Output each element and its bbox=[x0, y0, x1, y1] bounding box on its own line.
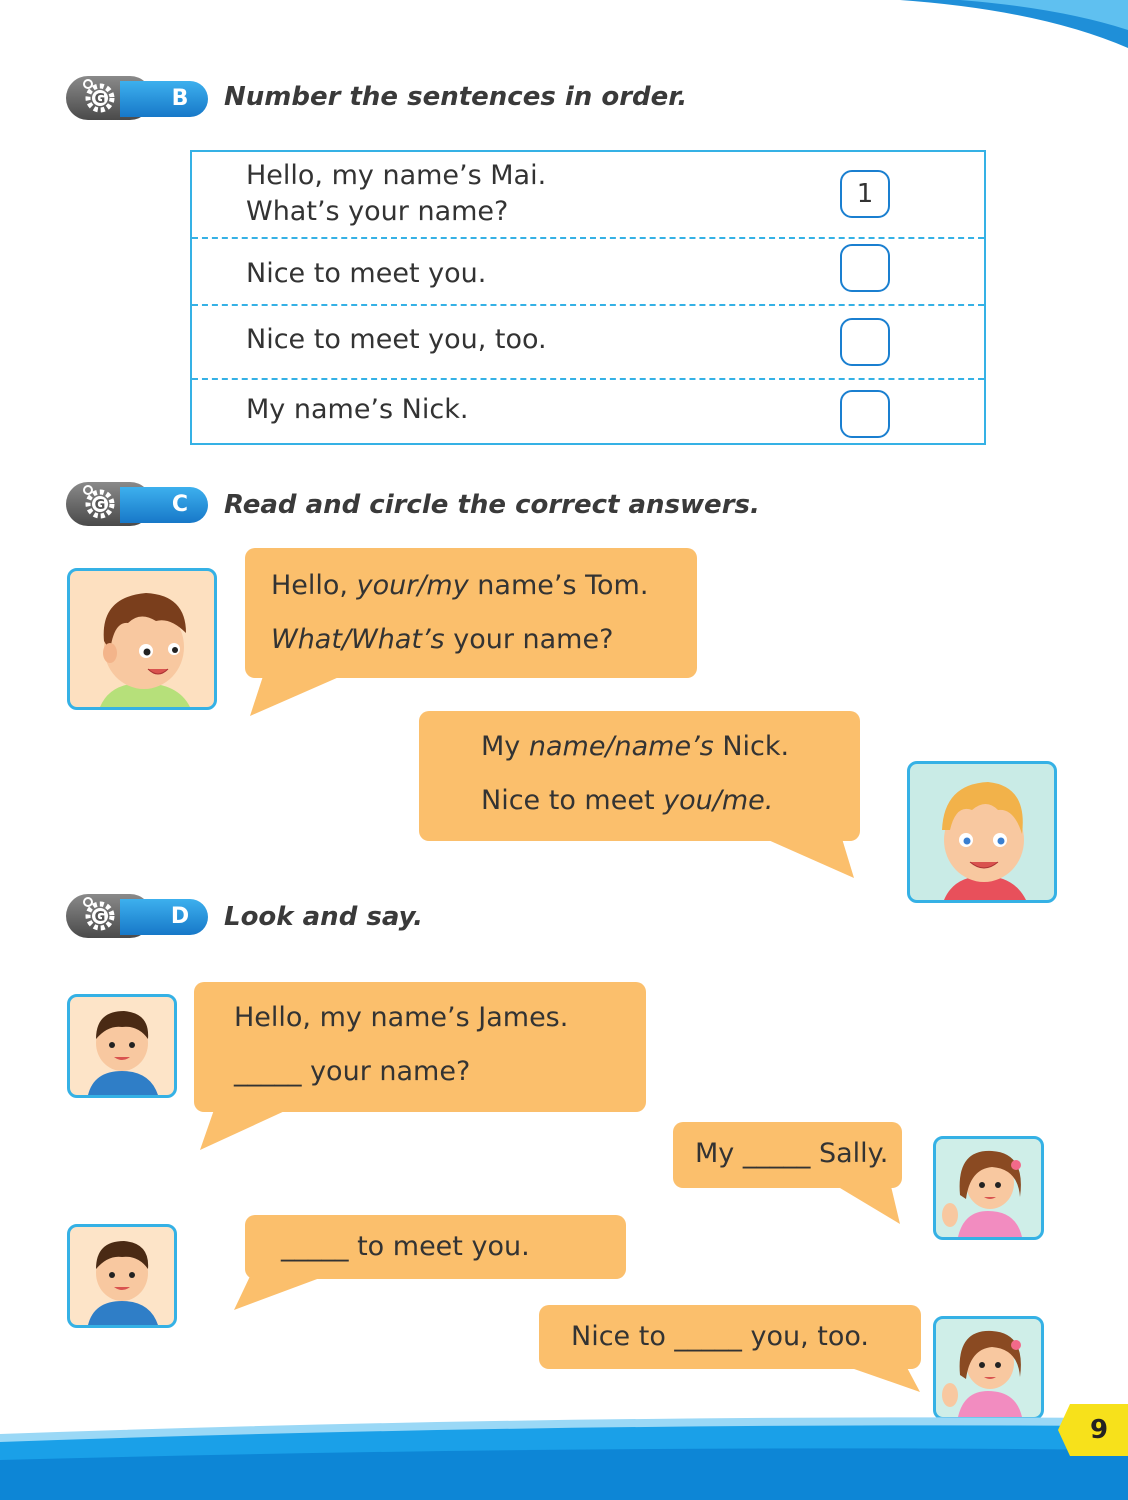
avatar-sally bbox=[933, 1136, 1044, 1240]
gear-icon bbox=[80, 896, 120, 936]
answer-options[interactable]: you/me. bbox=[663, 785, 774, 816]
bubble-line: Nice to meet you/me. bbox=[481, 785, 774, 816]
page-number: 9 bbox=[1089, 1415, 1109, 1445]
footer-decoration bbox=[0, 1400, 1128, 1500]
boy-illustration bbox=[910, 764, 1054, 900]
speech-bubble-sally-2 bbox=[539, 1305, 921, 1369]
order-number-box[interactable] bbox=[840, 318, 890, 366]
order-row bbox=[192, 304, 984, 378]
section-d-letter: D bbox=[170, 904, 190, 929]
fill-in-line[interactable]: _____ your name? bbox=[234, 1056, 471, 1087]
gear-icon bbox=[80, 484, 120, 524]
speech-bubble-nick bbox=[419, 711, 860, 841]
speech-bubble-james-2 bbox=[245, 1215, 626, 1279]
section-b-instruction: Number the sentences in order. bbox=[224, 82, 688, 112]
section-b-letter: B bbox=[171, 86, 189, 111]
bubble-line: Hello, your/my name’s Tom. bbox=[271, 570, 649, 601]
order-sentence: Nice to meet you, too. bbox=[246, 324, 547, 355]
order-sentence: My name’s Nick. bbox=[246, 394, 469, 425]
bubble-line: What/What’s your name? bbox=[271, 624, 614, 655]
svg-text:G: G bbox=[94, 498, 106, 513]
section-c-instruction: Read and circle the correct answers. bbox=[224, 490, 760, 520]
speech-bubble-tom bbox=[245, 548, 697, 678]
section-c-badge bbox=[66, 479, 210, 529]
bubble-line: Hello, my name’s James. bbox=[234, 1002, 569, 1033]
order-row bbox=[192, 152, 984, 238]
avatar-nick bbox=[907, 761, 1057, 903]
order-row bbox=[192, 238, 984, 304]
order-sentence: Hello, my name’s Mai. What’s your name? bbox=[246, 160, 547, 227]
order-number-box[interactable] bbox=[840, 244, 890, 292]
ordering-table bbox=[190, 150, 986, 445]
bubble-line: My name/name’s Nick. bbox=[481, 731, 790, 762]
avatar-james bbox=[67, 1224, 177, 1328]
svg-text:G: G bbox=[94, 92, 106, 107]
answer-options[interactable]: What/What’s bbox=[271, 624, 445, 655]
answer-options[interactable]: name/name’s bbox=[528, 731, 714, 762]
speech-tail bbox=[830, 1182, 904, 1228]
svg-text:G: G bbox=[94, 910, 106, 925]
girl-illustration bbox=[936, 1139, 1041, 1237]
section-b-badge bbox=[66, 73, 210, 123]
top-decoration bbox=[0, 0, 1128, 60]
avatar-tom bbox=[67, 568, 217, 710]
avatar-james bbox=[67, 994, 177, 1098]
order-number-box[interactable] bbox=[840, 390, 890, 438]
section-d-instruction: Look and say. bbox=[224, 902, 424, 932]
section-d-badge bbox=[66, 891, 210, 941]
boy-illustration bbox=[70, 997, 174, 1095]
order-sentence: Nice to meet you. bbox=[246, 258, 487, 289]
speech-bubble-sally-1 bbox=[673, 1122, 902, 1188]
fill-in-line[interactable]: My _____ Sally. bbox=[695, 1138, 889, 1169]
boy-illustration bbox=[70, 1227, 174, 1325]
boy-illustration bbox=[70, 571, 214, 707]
order-number-box[interactable]: 1 bbox=[840, 170, 890, 218]
answer-options[interactable]: your/my bbox=[356, 570, 469, 601]
gear-icon bbox=[80, 78, 120, 118]
fill-in-line[interactable]: _____ to meet you. bbox=[281, 1231, 530, 1262]
order-row bbox=[192, 378, 984, 444]
speech-bubble-james-1 bbox=[194, 982, 646, 1112]
fill-in-line[interactable]: Nice to _____ you, too. bbox=[571, 1321, 870, 1352]
section-c-letter: C bbox=[171, 492, 189, 517]
